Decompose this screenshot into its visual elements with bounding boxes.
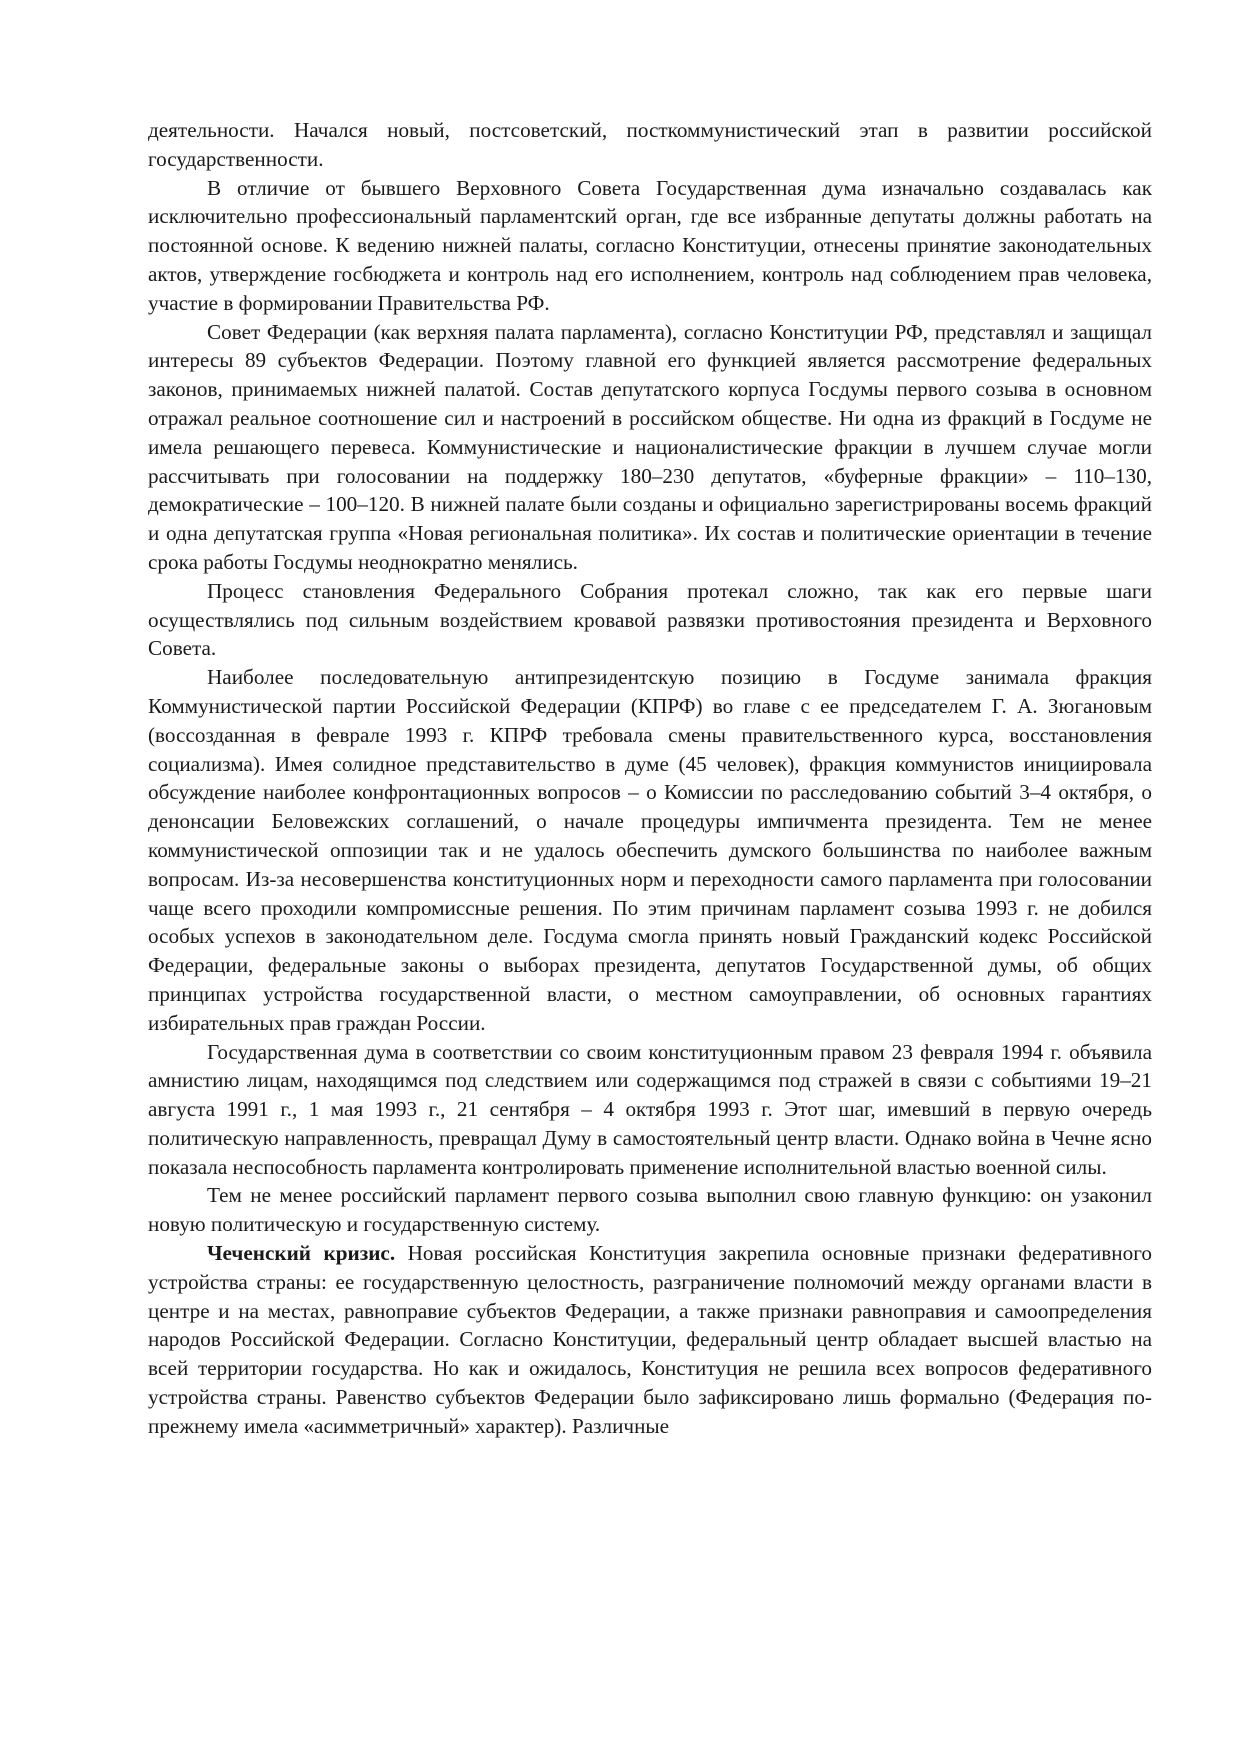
paragraph-text: деятельности. Начался новый, постсоветский, посткоммунистический этап в развитии российской государственности.	[148, 118, 1152, 171]
paragraph-text: Государственная дума в соответствии со своим конституционным правом 23 февраля 1994 г. объявила амнистию лицам, находящимся под следствием или содержащимся под стражей в связи с событиями 19–21 августа 1991 г., 1 мая 1993 г., 21 сентября – 4 октября 1993 г. Этот шаг, имевший в первую очередь политическую направленность, превращал Думу в самостоятельный центр власти. Однако война в Чечне ясно показала неспособность парламента контролировать применение исполнительной властью военной силы.	[148, 1039, 1152, 1179]
paragraph-6	[148, 1038, 1152, 1182]
paragraph-3	[148, 318, 1152, 577]
paragraph-text: Тем не менее российский парламент первого созыва выполнил свою главную функцию: он узаконил новую политическую и государственную систему.	[148, 1183, 1152, 1237]
paragraph-4	[148, 577, 1152, 663]
paragraph-7	[148, 1181, 1152, 1239]
paragraph-1	[148, 116, 1152, 174]
paragraph-text: Наиболее последовательную антипрезидентскую позицию в Госдуме занимала фракция Коммунистической партии Российской Федерации (КПРФ) во главе с ее председателем Г. А. Зюгановым (воссозданная в феврале 1993 г. КПРФ требовала смены правительственного курса, восстановления социализма). Имея солидное представительство в думе (45 человек), фракция коммунистов инициировала обсуждение наиболее конфронтационных вопросов – о Комиссии по расследованию событий 3–4 октября, о денонсации Беловежских соглашений, о начале процедуры импичмента президента. Тем не менее коммунистической оппозиции так и не удалось обеспечить думского большинства по наиболее важным вопросам. Из-за несовершенства конституционных норм и переходности самого парламента при голосовании чаще всего проходили компромиссные решения. По этим причинам парламент созыва 1993 г. не добился особых успехов в законодательном деле. Госдума смогла принять новый Гражданский кодекс Российской Федерации, федеральные законы о выборах президента, депутатов Государственной думы, об общих принципах устройства государственной власти, о местном самоуправлении, об основных гарантиях избирательных прав граждан России.	[148, 665, 1152, 1035]
paragraph-text: Процесс становления Федерального Собрания протекал сложно, так как его первые шаги осуществлялись под сильным воздействием кровавой развязки противостояния президента и Верховного Совета.	[148, 578, 1152, 661]
document-page	[148, 116, 1152, 1441]
paragraph-2	[148, 174, 1152, 318]
paragraph-text: Новая российская Конституция закрепила основные признаки федеративного устройства страны: ее государственную целостность, разграничение полномочий между органами власти в центре и на местах, равноправие субъектов Федерации, а также признаки равноправия и самоопределения народов Российской Федерации. Согласно Конституции, федеральный центр обладает высшей властью на всей территории государства. Но как и ожидалось, Конституция не решила всех вопросов федеративного устройства страны. Равенство субъектов Федерации было зафиксировано лишь формально (Федерация по-прежнему имела «асимметричный» характер). Различные	[148, 1241, 1152, 1438]
paragraph-8	[148, 1239, 1152, 1441]
paragraph-5	[148, 663, 1152, 1037]
paragraph-text: Совет Федерации (как верхняя палата парламента), согласно Конституции РФ, представлял и защищал интересы 89 субъектов Федерации. Поэтому главной его функцией является рассмотрение федеральных законов, принимаемых нижней палатой. Состав депутатского корпуса Госдумы первого созыва в основном отражал реальное соотношение сил и настроений в российском обществе. Ни одна из фракций в Госдуме не имела решающего перевеса. Коммунистические и националистические фракции в лучшем случае могли рассчитывать при голосовании на поддержку 180–230 депутатов, «буферные фракции» – 110–130, демократические – 100–120. В нижней палате были созданы и официально зарегистрированы восемь фракций и одна депутатская группа «Новая региональная политика». Их состав и политические ориентации в течение срока работы Госдумы неоднократно менялись.	[148, 319, 1152, 574]
section-heading: Чеченский кризис.	[207, 1241, 396, 1266]
paragraph-text: В отличие от бывшего Верховного Совета Государственная дума изначально создавалась как исключительно профессиональный парламентский орган, где все избранные депутаты должны работать на постоянной основе. К ведению нижней палаты, согласно Конституции, отнесены принятие законодательных актов, утверждение госбюджета и контроль над его исполнением, контроль над соблюдением прав человека, участие в формировании Правительства РФ.	[148, 175, 1152, 315]
